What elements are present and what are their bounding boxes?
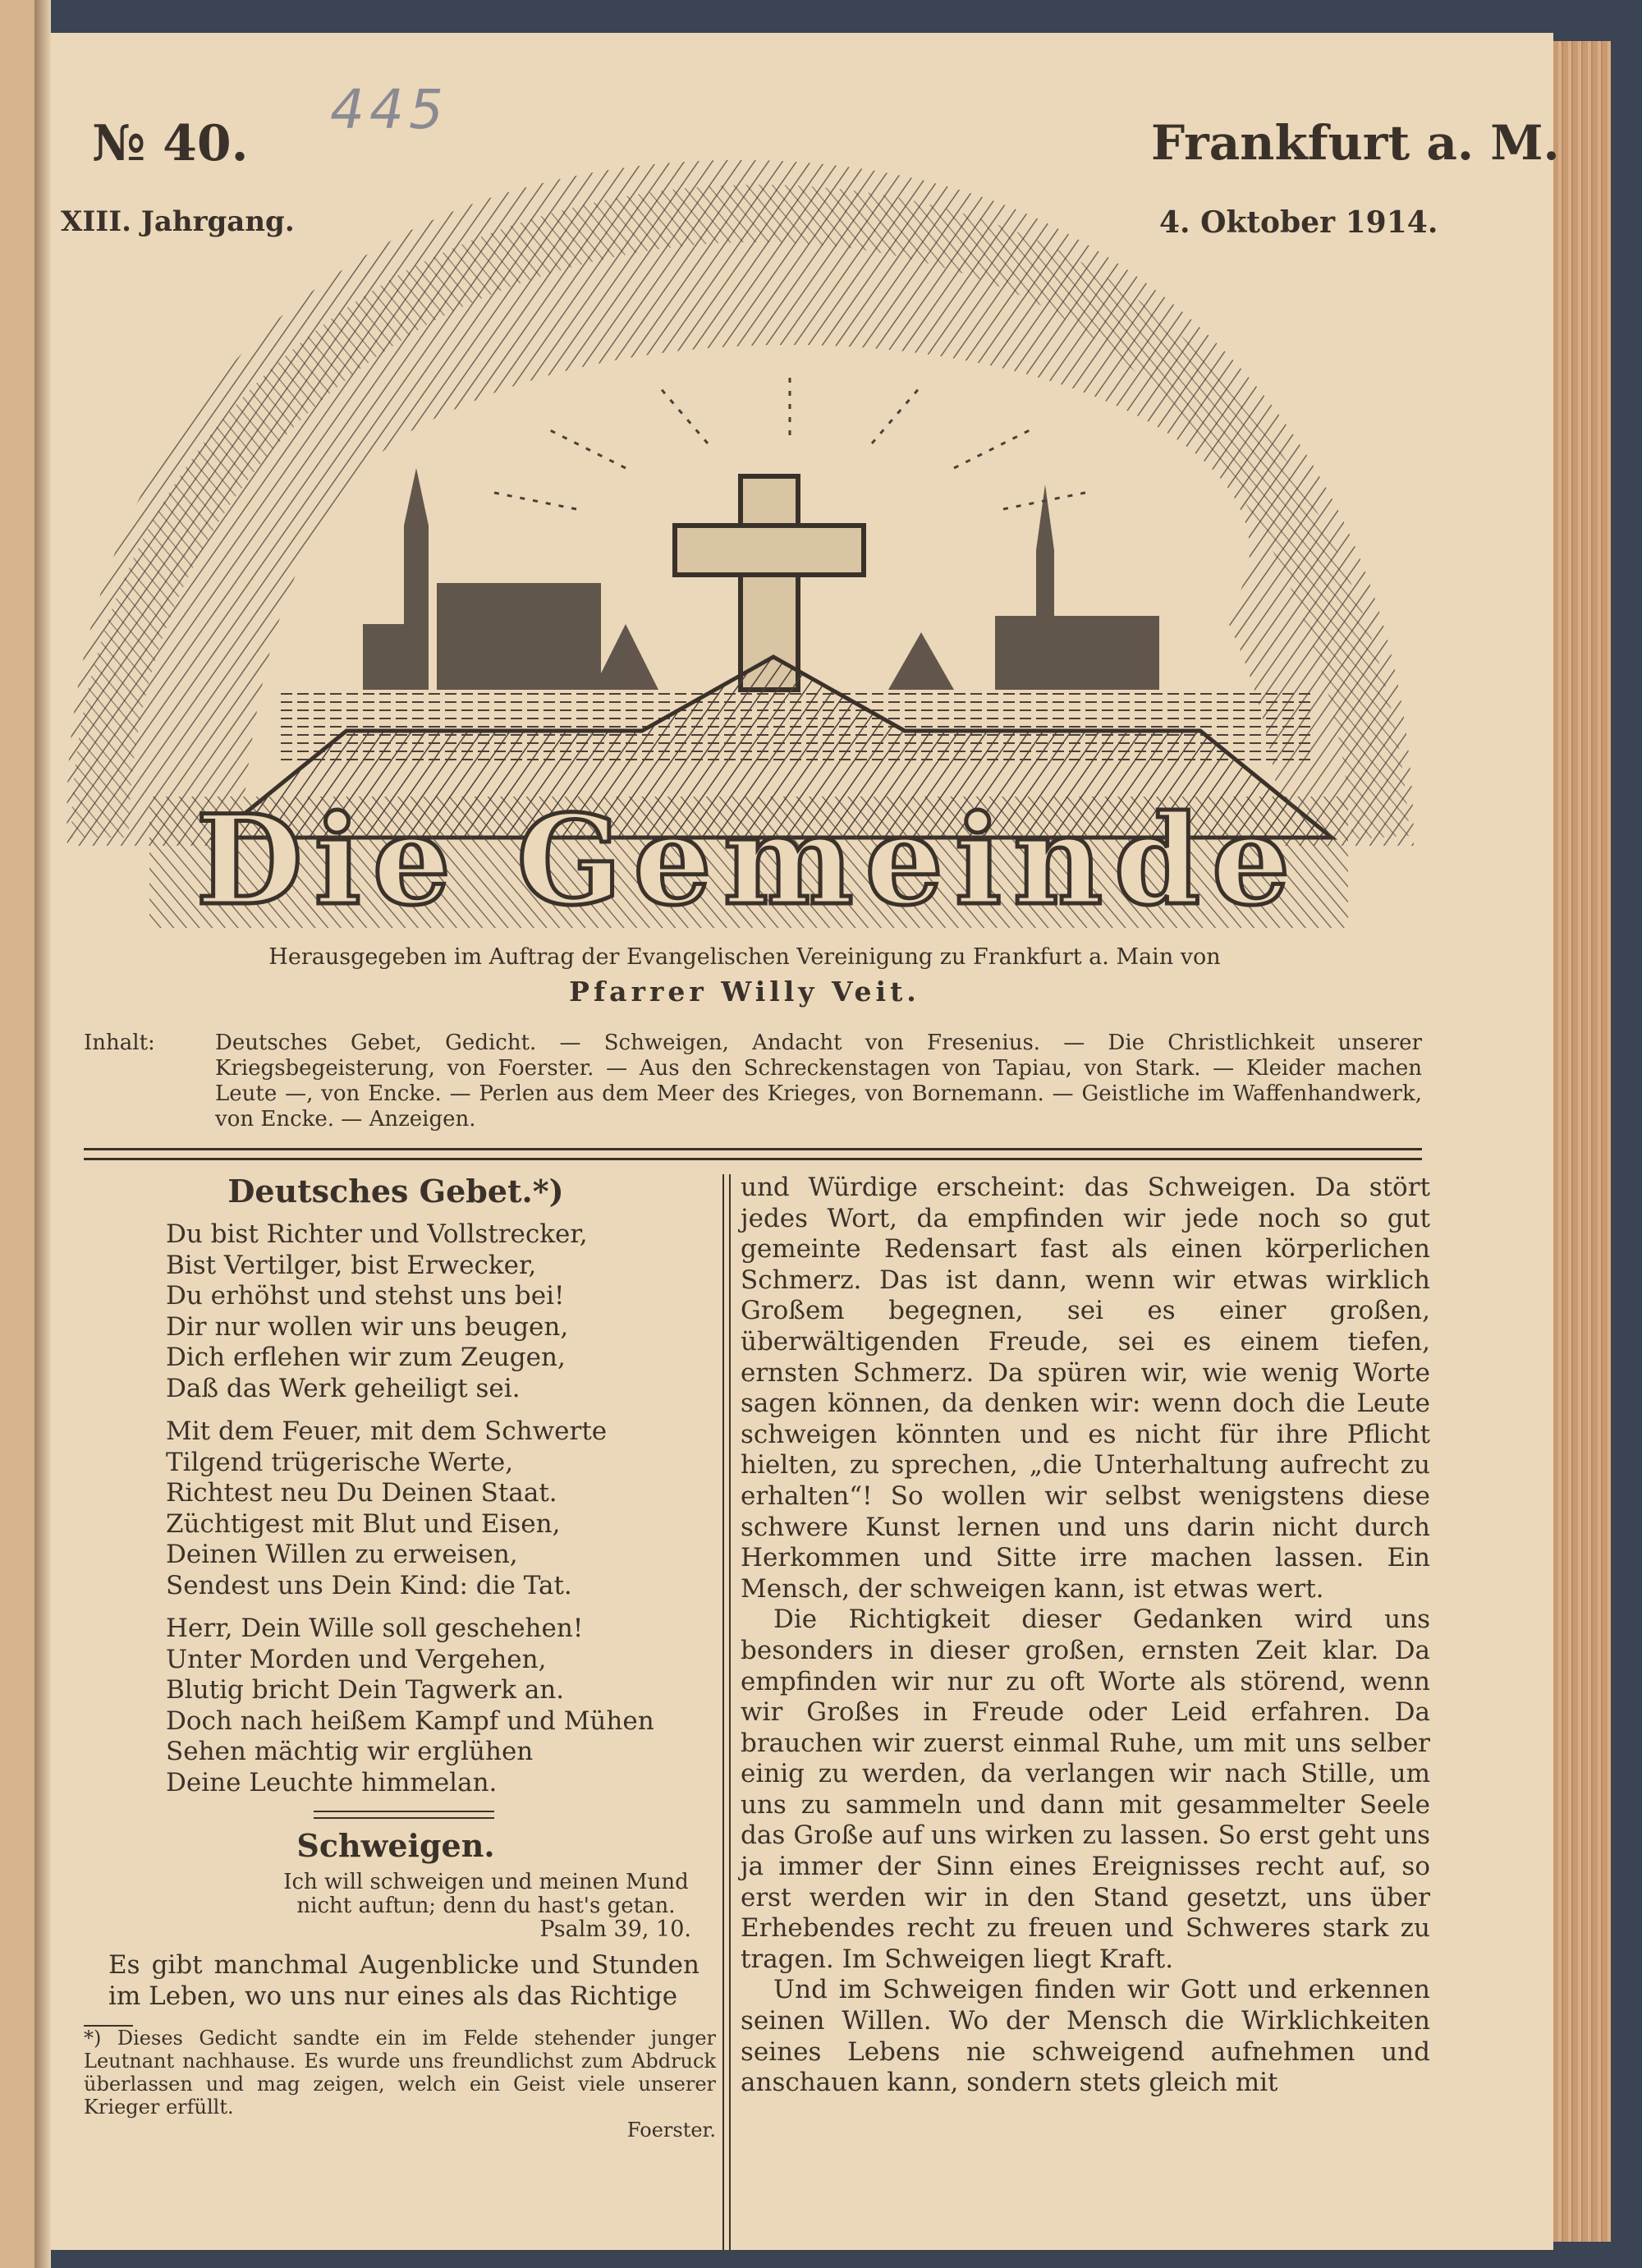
editor-line: Pfarrer Willy Veit. — [569, 976, 920, 1008]
footnote-text: *) Dieses Gedicht sandte ein im Felde stehender junger Leutnant nachhause. Es wurde uns freundlichst zum Abdruck überlassen und mag zeigen, welch ein Geist viele unserer Krieger erfüllt. — [84, 2027, 716, 2119]
poem-line: Sendest uns Dein Kind: die Tat. — [166, 1570, 572, 1600]
motto-source: Psalm 39, 10. — [539, 1917, 691, 1942]
poem-line: Du bist Richter und Vollstrecker, — [166, 1219, 588, 1249]
city: Frankfurt a. M. — [1151, 115, 1560, 171]
publisher-line: Herausgegeben im Auftrag der Evangelischen Vereinigung zu Frankfurt a. Main von — [268, 944, 1221, 970]
issue-date: 4. Oktober 1914. — [1159, 205, 1438, 240]
poem-line: Richtest neu Du Deinen Staat. — [166, 1478, 557, 1508]
poem-line: Unter Morden und Vergehen, — [166, 1644, 547, 1674]
poem-line: Deinen Willen zu erweisen, — [166, 1540, 518, 1570]
poem-line: Bist Vertilger, bist Erwecker, — [166, 1250, 537, 1280]
article-lead: Es gibt manchmal Augenblicke und Stunden im Leben, wo uns nur eines als das Richtige — [108, 1950, 699, 2011]
poem-line: Du erhöhst und stehst uns bei! — [166, 1281, 565, 1311]
poem-line: Dich erflehen wir zum Zeugen, — [166, 1343, 566, 1373]
volume-year: XIII. Jahrgang. — [61, 205, 295, 238]
article-motto: Ich will schweigen und meinen Mund nicht auftun; denn du hast's getan. — [283, 1870, 689, 1918]
article-paragraph: Und im Schweigen finden wir Gott und erkennen seinen Willen. Wo der Mensch die Wirklichkeiten seines Lebens nie schweigend aufnehmen und anschauen kann, sondern stets gleich mit — [741, 1975, 1430, 2098]
poem-line: Züchtigest mit Blut und Eisen, — [166, 1508, 561, 1539]
issue-number: № 40. — [92, 115, 249, 172]
masthead-title: Die Gemeinde — [195, 788, 1302, 933]
poem-stanza-3 — [166, 1614, 691, 1799]
poem-line: Herr, Dein Wille soll geschehen! — [166, 1614, 584, 1643]
article-paragraph: und Würdige erscheint: das Schweigen. Da stört jedes Wort, da empfinden wir jede noch so gut gemeinte Redensart fast als einen körperlichen Schmerz. Das ist dann, wenn wir etwas wirklich Großem begegnen, sei es einer großen, überwältigenden Freude, sei es einem tiefen, ernsten Schmerz. Da spüren wir, wie wenig Worte sagen können, da denken wir: wenn doch die Leute schweigen könnten und es nicht für ihre Pflicht hielten, zu sprechen, „die Unterhaltung aufrecht zu erhalten“! So wollen wir selbst wenigstens diese schwere Kunst lernen und uns darin nicht durch Herkommen und Sitte irre machen lassen. Ein Mensch, der schweigen kann, ist etwas wert. — [741, 1173, 1430, 1604]
poem-stanza-2 — [166, 1416, 691, 1602]
column-divider — [722, 1174, 731, 2250]
page-stack-edge — [1543, 41, 1611, 2242]
poem-title: Deutsches Gebet.*) — [227, 1173, 564, 1210]
newspaper-page — [51, 33, 1560, 2250]
poem-line: Mit dem Feuer, mit dem Schwerte — [166, 1416, 608, 1446]
poem-line: Doch nach heißem Kampf und Mühen — [166, 1706, 654, 1736]
footnote — [84, 2027, 716, 2142]
footnote-signature: Foerster. — [626, 2119, 716, 2142]
section-separator — [314, 1811, 494, 1819]
poem-line: Daß das Werk geheiligt sei. — [166, 1373, 521, 1403]
poem-line: Sehen mächtig wir erglühen — [166, 1737, 534, 1767]
poem-line: Dir nur wollen wir uns beugen, — [166, 1311, 569, 1342]
gutter-shadow — [34, 0, 51, 2268]
double-rule — [84, 1148, 1422, 1160]
left-page-edge — [0, 0, 34, 2268]
poem-line: Blutig bricht Dein Tagwerk an. — [166, 1675, 565, 1706]
poem-line: Deine Leuchte himmelan. — [166, 1767, 498, 1797]
article-paragraph: Die Richtigkeit dieser Gedanken wird uns besonders in dieser großen, ernsten Zeit klar. Da empfinden wir nur zu oft Worte als störend, wenn wir Großes in Freude oder Leid erfahren. Da brauchen wir zuerst einmal Ruhe, um mit uns selber einig zu werden, da verlangen wir nach Stille, um uns zu sammeln und dann mit gesammelter Seele das Große auf uns wirken zu lassen. So erst geht uns ja immer der Sinn eines Ereignisses recht auf, so erst werden wir in den Stand gesetzt, uns über Erhebendes recht zu freuen und Schweres stark zu tragen. Im Schweigen liegt Kraft. — [741, 1605, 1430, 1974]
poem-stanza-1 — [166, 1219, 691, 1405]
article-body — [741, 1173, 1430, 2099]
poem-line: Tilgend trügerische Werte, — [166, 1447, 514, 1477]
toc-text: Deutsches Gebet, Gedicht. — Schweigen, Andacht von Fresenius. — Die Christlichkeit unserer Kriegsbegeisterung, von Foerster. — Aus den Schreckenstagen von Tapiau, von Stark. — Kleider machen Leute —, von Encke. — Perlen aus dem Meer des Krieges, von Bornemann. — Geistliche im Waffenhandwerk, von Encke. — Anzeigen. — [215, 1031, 1422, 1132]
handwritten-number: 445 — [330, 78, 448, 141]
toc-label: Inhalt: — [84, 1031, 155, 1055]
masthead-illustration — [51, 123, 1438, 936]
article-title: Schweigen. — [296, 1827, 495, 1864]
